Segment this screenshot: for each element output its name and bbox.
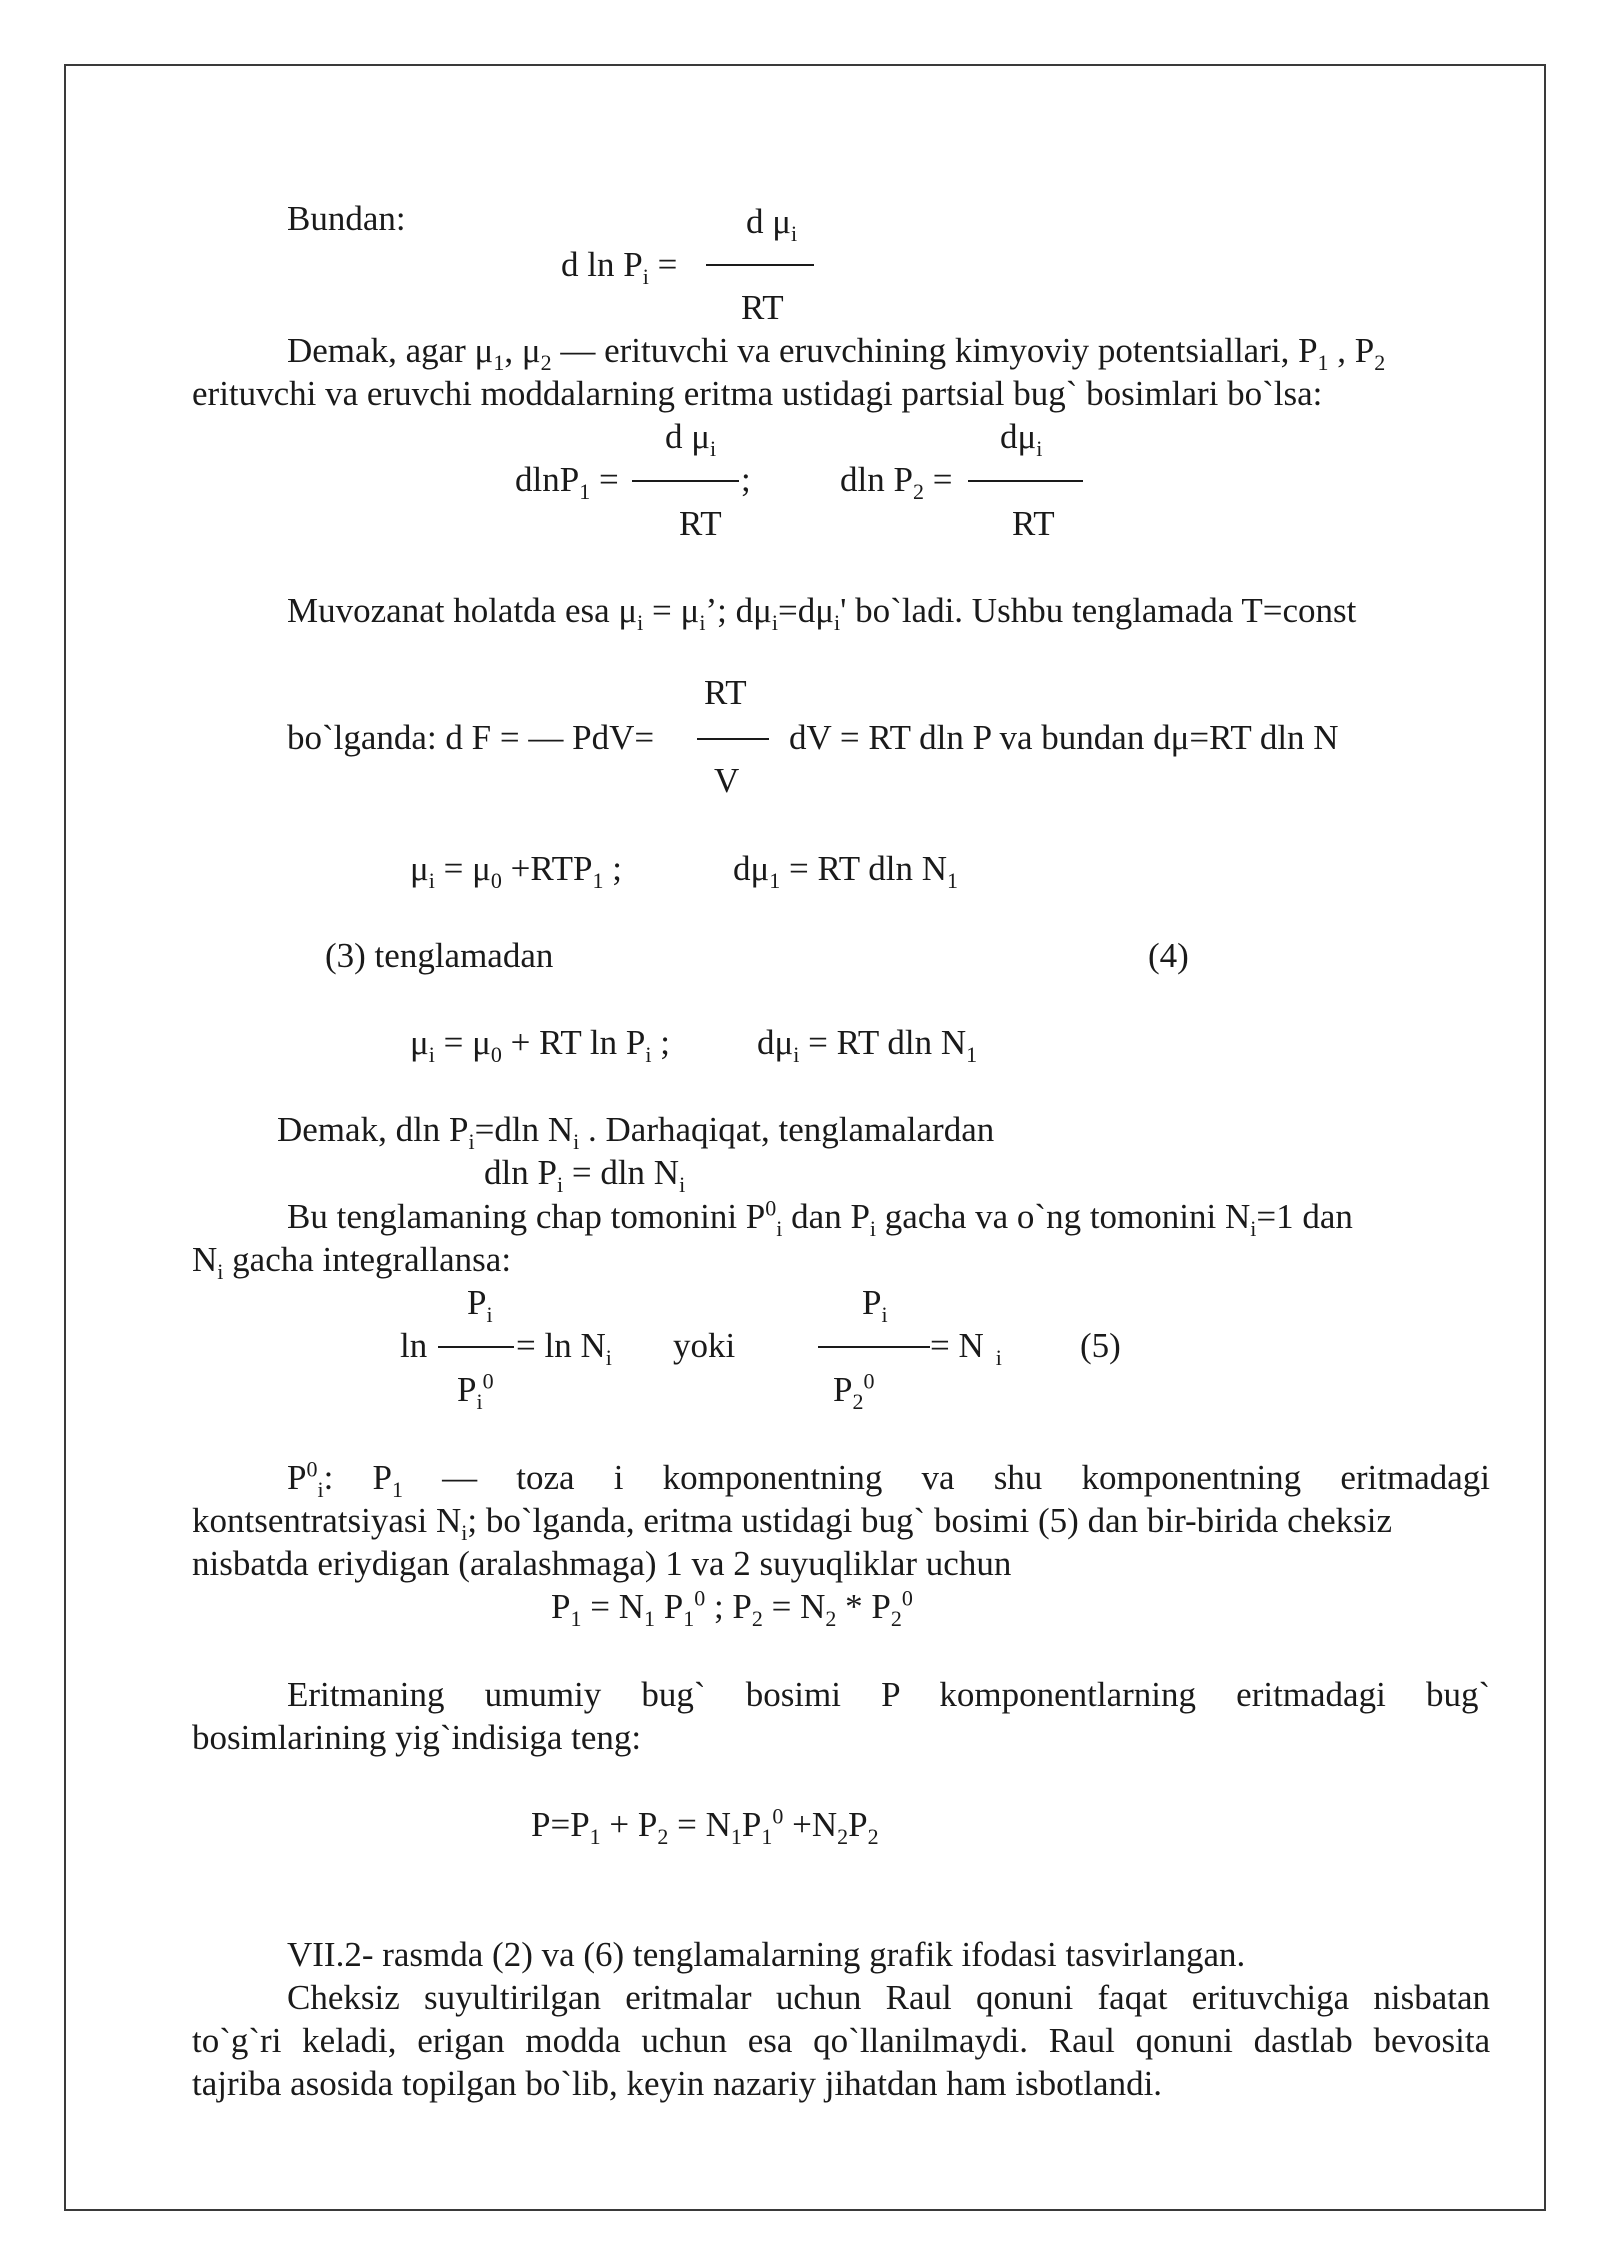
eq2-semicolon: ;: [741, 460, 751, 499]
p1-line1: Demak, agar $\mu_1$, $\mu_2$ — erituvchi va eruvchining kimyoviy potentsiallari, $P_1$ , $P_2$: [287, 331, 1386, 375]
eq3-denominator: V: [714, 761, 740, 800]
eq3-numerator: RT: [704, 673, 747, 712]
p7-line: VII.2- rasmda (2) va (6) tenglamalarning grafik ifodasi tasvirlangan.: [287, 1935, 1246, 1974]
eq7-denominator-2: $P_2^0$: [833, 1368, 875, 1414]
eq2-numerator-2: $d\mu_i$: [1000, 417, 1043, 461]
eq3-fraction-bar: [697, 738, 769, 740]
eq7-ln: ln: [400, 1326, 428, 1365]
p8-line2: to`g`ri keladi, erigan modda uchun esa qo`llanilmaydi. Raul qonuni dastlab bevosita: [192, 2021, 1491, 2060]
text-tenglamadan: (3) tenglamadan: [325, 936, 554, 975]
eq2-numerator-1: d $\mu_i$: [665, 417, 717, 461]
eq1-lhs: d $\ln P_i$ =: [561, 245, 678, 289]
text-yoki: yoki: [673, 1326, 736, 1365]
p8-line3: tajriba asosida topilgan bo`lib, keyin nazariy jihatdan ham isbotlandi.: [192, 2064, 1163, 2103]
eq7-mid-1: = $\ln N_i$: [516, 1326, 612, 1370]
eq8-equation: $P=P_1 + P_2 = N_1P_1^0 +N_2P_2$: [531, 1803, 879, 1849]
eq2-lhs-2: dln $P_2$ =: [840, 460, 953, 504]
p8-line1: Cheksiz suyultirilgan eritmalar uchun Raul qonuni faqat erituvchiga nisbatan: [287, 1978, 1491, 2017]
p2-line: Muvozanat holatda esa $\mu_i = \mu_i$’; $d\mu_i=d\mu_i'$ bo`ladi. Ushbu tenglamada T=const: [287, 591, 1357, 635]
p6-line2: bosimlarining yig`indisiga teng:: [192, 1718, 642, 1757]
eq6-right: $d\mu_i$ = RT dln $N_1$: [757, 1023, 978, 1067]
p1-line2: erituvchi va eruvchi moddalarning eritma ustidagi partsial bug` bosimlari bo`lsa:: [192, 374, 1323, 413]
eq2-denominator-1: RT: [679, 504, 722, 543]
eq1-numerator: d $\mu_i$: [746, 202, 798, 246]
p3-line: Demak, dln $P_i=dln$ $N_i$ . Darhaqiqat, tenglamalardan: [277, 1110, 995, 1154]
eq4-right: $d\mu_1$ = RT dln $N_1$: [733, 849, 958, 893]
p6-line1: Eritmaning umumiy bug` bosimi P komponentlarning eritmadagi bug`: [287, 1675, 1491, 1714]
eq2-lhs-1: dlnP$_1$ =: [515, 460, 619, 504]
eq7-mid-2: = N $_i$: [930, 1326, 1002, 1370]
eq2-fraction-bar-2: [968, 480, 1083, 482]
eq2-fraction-bar-1: [632, 480, 739, 482]
p4-line2: $N_i$ gacha integrallansa:: [192, 1240, 512, 1284]
p5-line2: kontsentratsiyasi $N_i$; bo`lganda, eritma ustidagi bug` bosimi (5) dan bir-birida cheksiz: [192, 1501, 1393, 1545]
eq7-fraction-bar-2: [818, 1346, 930, 1348]
eq6-left: $\mu_i = \mu_0$ + RT $\ln P_i$ ;: [410, 1023, 670, 1067]
p3-equation: dln $P_i = dln$ $N_i$: [484, 1153, 686, 1197]
eq1-denominator: RT: [741, 288, 784, 327]
text-bundan: Bundan:: [287, 199, 406, 238]
eq2-denominator-2: RT: [1012, 504, 1055, 543]
equation-number-4: (4): [1148, 936, 1189, 975]
eq3-rhs: dV = RT dln P va bundan dμ=RT dln N: [789, 718, 1339, 757]
eq7-numerator-1: $P_i$: [467, 1283, 493, 1327]
eq7-numerator-2: $P_i$: [862, 1283, 888, 1327]
eq7-denominator-1: $P_i^0$: [457, 1368, 494, 1414]
equation-number-5: (5): [1080, 1326, 1121, 1365]
eq3-lhs: bo`lganda: d F = — PdV=: [287, 718, 655, 757]
eq4-left: $\mu_i = \mu_0 +RTP_1$ ;: [410, 849, 622, 893]
eq7-fraction-bar-1: [438, 1346, 514, 1348]
p5-line1: $P^0_i$: $P_1$ — toza i komponentning va shu komponentning eritmadagi: [287, 1456, 1490, 1502]
p4-line1: Bu tenglamaning chap tomonini $P^0_i$ dan $P_i$ gacha va o`ng tomonini $N_i=1$ dan: [287, 1195, 1353, 1241]
eq1-fraction-bar: [706, 264, 814, 266]
p5-line3: nisbatda eriydigan (aralashmaga) 1 va 2 suyuqliklar uchun: [192, 1544, 1012, 1583]
p5-equation: $P_1 = N_1$ $P_1^0$ ; $P_2 = N_2 * P_2^0$: [551, 1585, 913, 1631]
